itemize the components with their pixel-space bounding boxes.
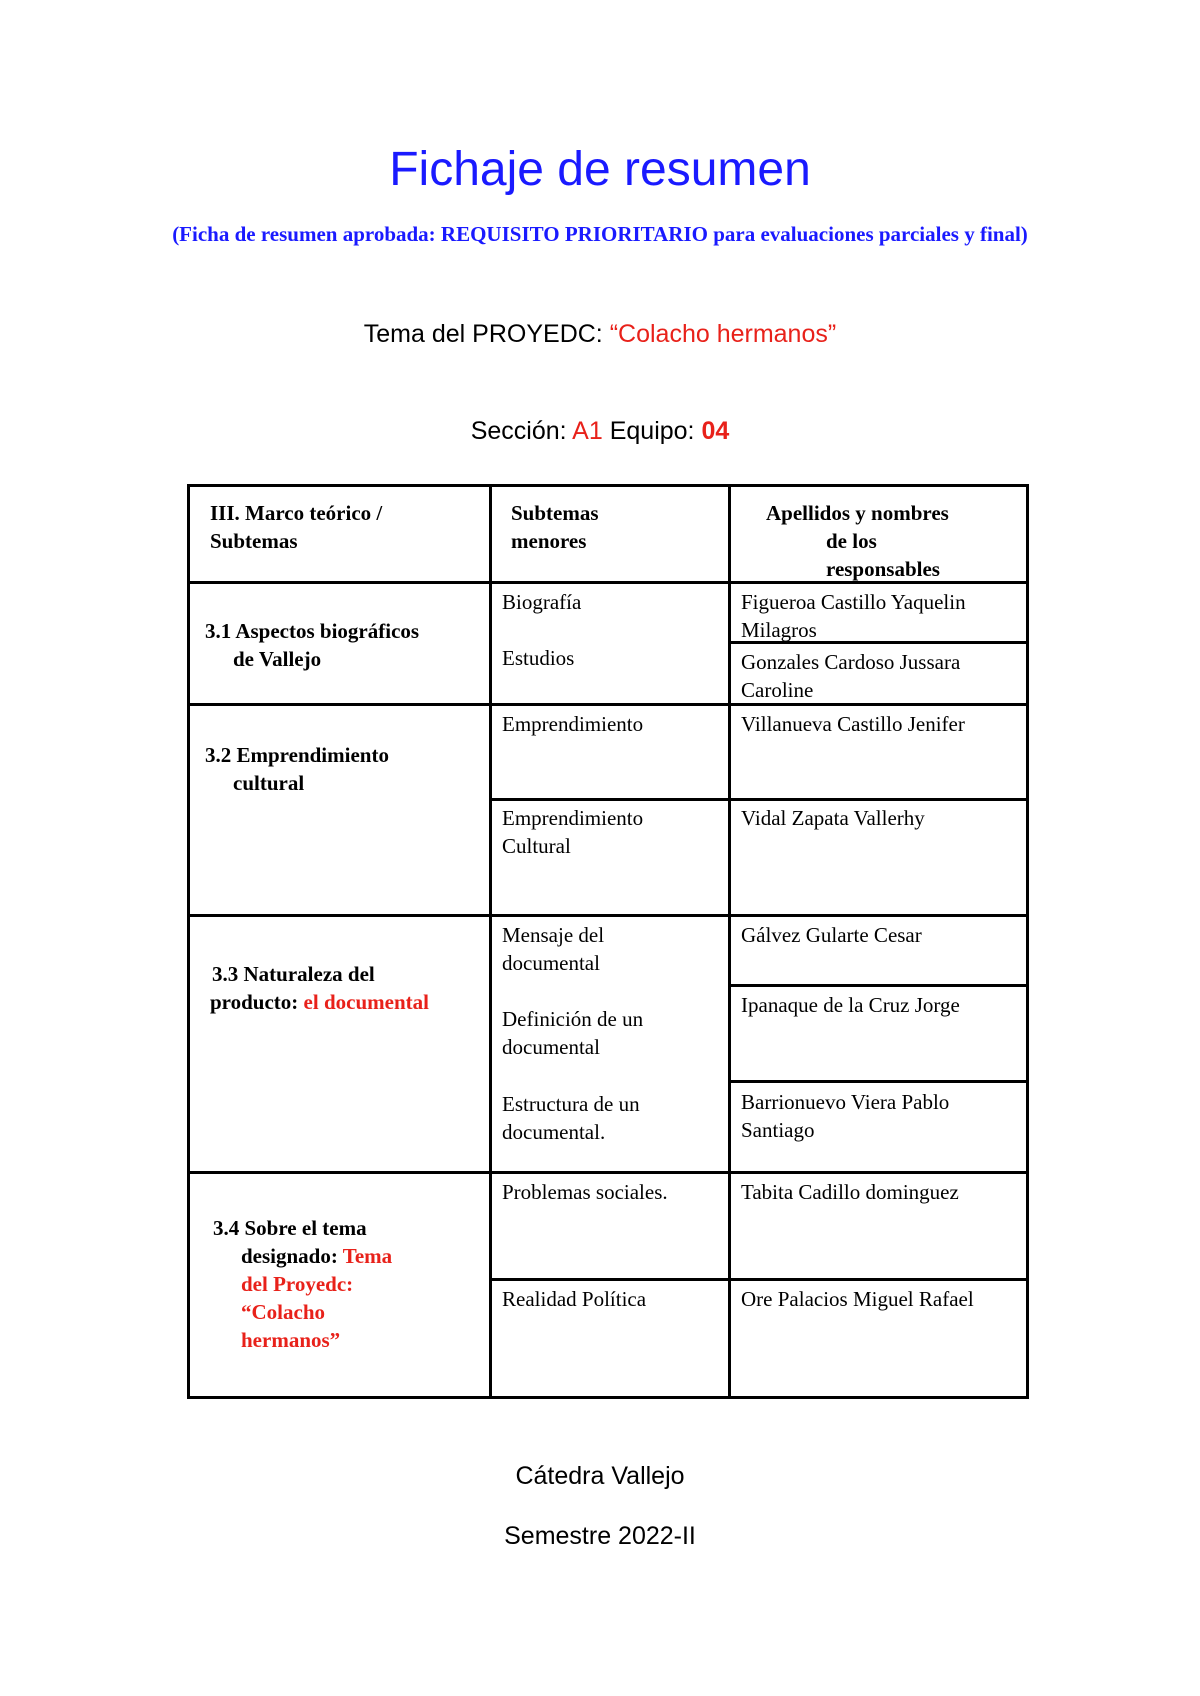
subtema-realidad-politica: Realidad Política xyxy=(502,1287,647,1311)
subtema-biografia: Biografía xyxy=(502,590,582,614)
responsable-3: Villanueva Castillo Jenifer xyxy=(741,712,965,736)
team-label: Equipo: xyxy=(602,417,702,445)
responsable-6: Ipanaque de la Cruz Jorge xyxy=(741,993,960,1017)
theme-3-4: 3.4 Sobre el tema designado: Tema del Proyedc: “Colacho hermanos” xyxy=(213,1216,393,1352)
topic-line xyxy=(0,320,1200,349)
theme-3-2: 3.2 Emprendimiento cultural xyxy=(205,743,389,795)
subtitle: (Ficha de resumen aprobada: REQUISITO PRIORITARIO para evaluaciones parciales y final) xyxy=(172,222,1028,246)
footer-semester: Semestre 2022-II xyxy=(504,1522,696,1550)
header-subtemas-menores: Subtemas menores xyxy=(511,501,599,553)
team-value: 04 xyxy=(701,417,730,445)
theme-3-3: 3.3 Naturaleza del producto: el documental xyxy=(210,962,429,1014)
subtema-emprendimiento: Emprendimiento xyxy=(502,712,644,736)
subtema-mensaje: Mensaje del documental xyxy=(502,923,605,975)
subtema-estructura: Estructura de un documental. xyxy=(502,1092,640,1144)
section-line xyxy=(0,417,1200,446)
row-line-names-2 xyxy=(728,984,1029,987)
section-value: A1 xyxy=(572,417,603,445)
subtema-definicion: Definición de un documental xyxy=(502,1007,644,1059)
page-title: Fichaje de resumen xyxy=(389,143,811,196)
header-responsables: Apellidos y nombres de los responsables xyxy=(766,501,949,581)
responsable-5: Gálvez Gularte Cesar xyxy=(741,923,922,947)
topic-label: Tema del PROYEDC: xyxy=(363,320,610,348)
col-separator-2 xyxy=(728,484,731,1399)
header-marco-teorico: III. Marco teórico / Subtemas xyxy=(210,501,383,553)
responsable-4: Vidal Zapata Vallerhy xyxy=(741,806,925,830)
responsable-2: Gonzales Cardoso Jussara Caroline xyxy=(741,650,961,702)
theme-3-1: 3.1 Aspectos biográficos de Vallejo xyxy=(205,619,420,671)
responsable-1: Figueroa Castillo Yaquelin Milagros xyxy=(741,590,966,642)
responsable-8: Tabita Cadillo dominguez xyxy=(741,1180,959,1204)
row-line-names-3 xyxy=(728,1080,1029,1083)
row-line-theme2 xyxy=(187,914,1029,917)
subtema-problemas-sociales: Problemas sociales. xyxy=(502,1180,668,1204)
row-line-theme3 xyxy=(187,1171,1029,1174)
footer-chair: Cátedra Vallejo xyxy=(515,1462,685,1490)
topic-value: “Colacho hermanos” xyxy=(609,320,837,348)
subtema-emprendimiento-cultural: Emprendimiento Cultural xyxy=(502,806,644,858)
row-line-theme4-split xyxy=(489,1278,1029,1281)
subtema-estudios: Estudios xyxy=(502,646,575,670)
section-label: Sección: xyxy=(470,417,573,445)
responsable-9: Ore Palacios Miguel Rafael xyxy=(741,1287,974,1311)
row-line-theme2-split xyxy=(489,798,1029,801)
responsable-7: Barrionuevo Viera Pablo Santiago xyxy=(741,1090,950,1142)
col-separator-1 xyxy=(489,484,492,1399)
